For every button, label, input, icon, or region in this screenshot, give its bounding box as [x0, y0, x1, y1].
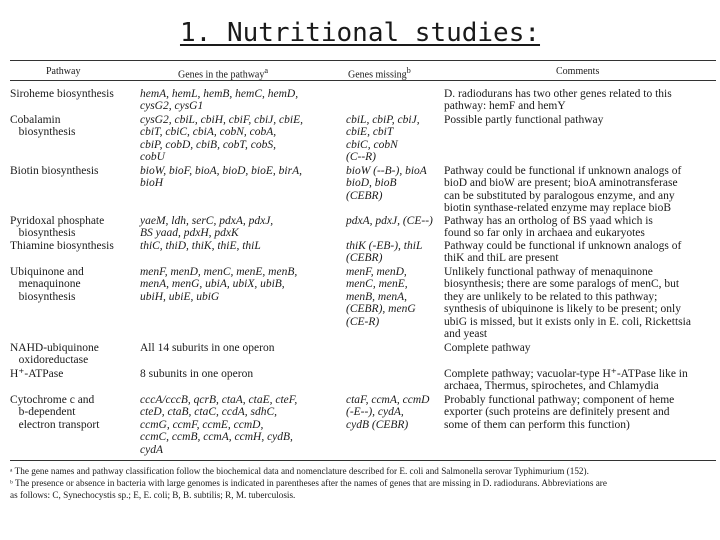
header-genes: Genes in the pathway$^a$ — [178, 66, 269, 81]
row-cytochrome-pathway: Cytochrome c and b-dependent electron transport — [10, 394, 100, 431]
row-biotin-missing: bioW (--B-), bioA bioD, bioB (CEBR) — [346, 165, 427, 202]
page-title: 1. Nutritional studies: — [179, 18, 541, 48]
row-atpase-pathway: H⁺-ATPase — [10, 368, 64, 380]
row-pyridoxal-genes: yaeM, ldh, serC, pdxA, pdxJ, BS yaad, pdxH, pdxK — [140, 215, 274, 240]
header-genes-sup: a — [264, 66, 269, 75]
header-missing: Genes missing$^b$ — [348, 66, 411, 81]
row-siroheme-comments: D. radiodurans has two other genes related to this pathway: hemF and hemY — [444, 88, 672, 113]
row-atpase-comments: Complete pathway; vacuolar-type H⁺-ATPase like in archaea, Thermus, spirochetes, and Chlamydia — [444, 368, 688, 393]
row-pyridoxal-pathway: Pyridoxal phosphate biosynthesis — [10, 215, 105, 240]
row-atpase-genes: 8 subunits in one operon — [140, 368, 254, 380]
row-pyridoxal-missing: pdxA, pdxJ, (CE--) — [346, 215, 433, 227]
footnote-b: ᵇ The presence or absence in bacteria with large genomes is indicated in parentheses after the names of genes that are missing in D. radiodurans. Abbreviations are — [10, 478, 607, 488]
row-siroheme-genes: hemA, hemL, hemB, hemC, hemD, cysG2, cysG1 — [140, 88, 299, 113]
row-biotin-comments: Pathway could be functional if unknown analogs of bioD and bioW are present; bioA aminotransferase can be substituted by paralogous enzyme, and any biotin synthase-related enzyme may replace bioB — [444, 165, 682, 215]
row-cytochrome-genes: cccA/cccB, qcrB, ctaA, ctaE, cteF, cteD, ctaB, ctaC, ccdA, sdhC, ccmG, ccmF, ccmE, ccmD, ccmC, ccmB, ccmA, ccmH, cydB, cydA — [140, 394, 298, 456]
row-nadh-genes: All 14 suburits in one operon — [140, 342, 275, 354]
header-comments: Comments — [556, 66, 600, 77]
row-cobalamin-pathway: Cobalamin biosynthesis — [10, 114, 76, 139]
row-cytochrome-missing: ctaF, ccmA, ccmD (-E--), cydA, cydB (CEBR) — [346, 394, 430, 431]
row-ubiquinone-missing: menF, menD, menC, menE, menB, menA, (CEBR), menG (CE-R) — [346, 266, 416, 328]
table-top-rule — [10, 60, 716, 61]
row-cytochrome-comments: Probably functional pathway; component of heme exporter (such proteins are definitely present and some of them can perform this function) — [444, 394, 675, 431]
row-cobalamin-missing: cbiL, cbiP, cbiJ, cbiE, cbiT cbiC, cobN (C--R) — [346, 114, 420, 164]
row-ubiquinone-genes: menF, menD, menC, menE, menB, menA, menG, ubiA, ubiX, ubiB, ubiH, ubiE, ubiG — [140, 266, 298, 303]
row-cobalamin-comments: Possible partly functional pathway — [444, 114, 604, 126]
footnote-a: ᵃ The gene names and pathway classification follow the biochemical data and nomenclature described for E. coli and Salmonella serovar Typhimurium (152). — [10, 466, 589, 476]
row-thiamine-comments: Pathway could be functional if unknown analogs of thiK and thiL are present — [444, 240, 682, 265]
row-nadh-comments: Complete pathway — [444, 342, 531, 354]
header-pathway: Pathway — [46, 66, 81, 77]
row-thiamine-genes: thiC, thiD, thiK, thiE, thiL — [140, 240, 261, 252]
header-missing-sup: b — [406, 66, 411, 75]
table-bottom-rule — [10, 460, 716, 461]
row-cobalamin-genes: cysG2, cbiL, cbiH, cbiF, cbiJ, cbiE, cbiT, cbiC, cbiA, cobN, cobA, cbiP, cobD, cbiB, cobT, cobS, cobU — [140, 114, 303, 164]
row-thiamine-missing: thiK (-EB-), thiL (CEBR) — [346, 240, 423, 265]
footnote-b-cont: as follows: C, Synechocystis sp.; E, E. coli; B, B. subtilis; R, M. tuberculosis. — [10, 490, 296, 500]
row-biotin-genes: bioW, bioF, bioA, bioD, bioE, birA, bioH — [140, 165, 302, 190]
row-thiamine-pathway: Thiamine biosynthesis — [10, 240, 114, 252]
row-ubiquinone-comments: Unlikely functional pathway of menaquinone biosynthesis; there are some paralogs of menC, but they are unlikely to be related to this pathway; synthesis of ubiquinone is likely to be present; only ubiG is missed, but it exists only in E. coli, Rickettsia and yeast — [444, 266, 691, 341]
row-siroheme-pathway: Siroheme biosynthesis — [10, 88, 114, 100]
row-ubiquinone-pathway: Ubiquinone and menaquinone biosynthesis — [10, 266, 84, 303]
row-nadh-pathway: NAHD-ubiquinone oxidoreductase — [10, 342, 99, 367]
row-biotin-pathway: Biotin biosynthesis — [10, 165, 99, 177]
row-pyridoxal-comments: Pathway has an ortholog of BS yaad which is found so far only in archaea and eukaryotes — [444, 215, 653, 240]
